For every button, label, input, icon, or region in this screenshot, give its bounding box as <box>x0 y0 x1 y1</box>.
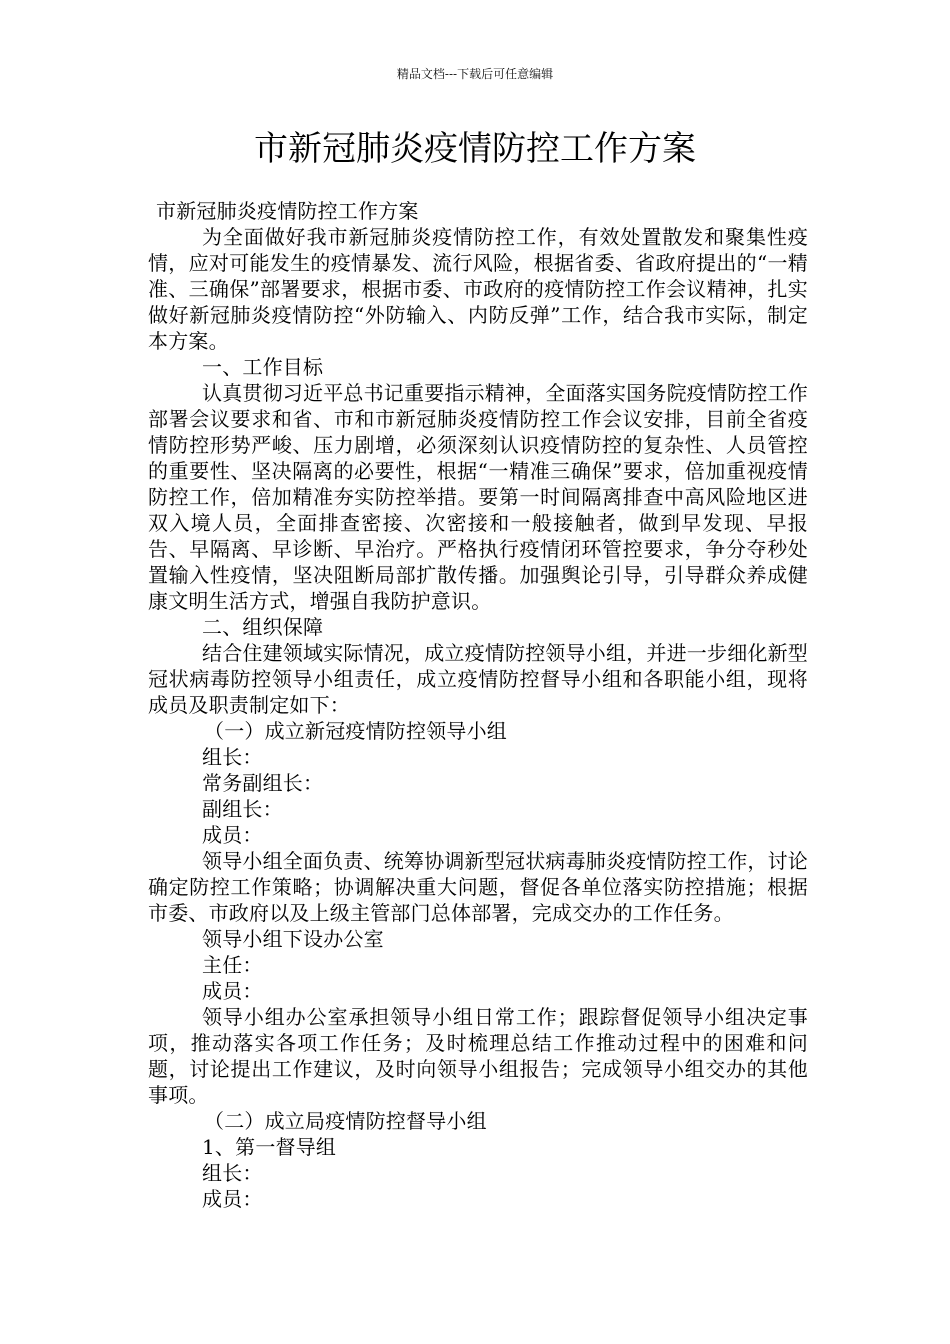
document-body <box>148 198 808 1212</box>
document-title: 市新冠肺炎疫情防控工作方案 <box>254 129 696 169</box>
group-heading-first: 1、第一督导组 <box>202 1135 337 1159</box>
field-group-members: 成员： <box>202 1187 263 1211</box>
intro-paragraph: 为全面做好我市新冠肺炎疫情防控工作，有效处置散发和聚集性疫情，应对可能发生的疫情暴发、流行风险，根据省委、省政府提出的“一精准、三确保”部署要求，根据市委、市政府的疫情防控工作会议精神，扎实做好新冠肺炎疫情防控“外防输入、内防反弹”工作，结合我市实际，制定本方案。 <box>148 225 808 353</box>
section-paragraph-organization: 结合住建领域实际情况，成立疫情防控领导小组，并进一步细化新型冠状病毒防控领导小组责任，成立疫情防控督导小组和各职能小组，现将成员及职责制定如下： <box>148 641 808 717</box>
office-heading: 领导小组下设办公室 <box>202 927 384 951</box>
field-group-leader: 组长： <box>202 1161 263 1185</box>
leadership-duty-paragraph: 领导小组全面负责、统筹协调新型冠状病毒肺炎疫情防控工作，讨论确定防控工作策略；协调解决重大问题，督促各单位落实防控措施；根据市委、市政府以及上级主管部门总体部署，完成交办的工作任务。 <box>148 849 808 925</box>
field-office-director: 主任： <box>202 953 263 977</box>
subtitle-line: 市新冠肺炎疫情防控工作方案 <box>156 199 419 223</box>
field-executive-deputy: 常务副组长： <box>202 771 324 795</box>
field-leader: 组长： <box>202 745 263 769</box>
section-paragraph-goals: 认真贯彻习近平总书记重要指示精神，全面落实国务院疫情防控工作部署会议要求和省、市和市新冠肺炎疫情防控工作会议安排，目前全省疫情防控形势严峻、压力剧增，必须深刻认识疫情防控的复杂性、人员管控的重要性、坚决隔离的必要性，根据“一精准三确保”要求，倍加重视疫情防控工作，倍加精准夯实防控举措。要第一时间隔离排查中高风险地区进双入境人员，全面排查密接、次密接和一般接触者，做到早发现、早报告、早隔离、早诊断、早治疗。严格执行疫情闭环管控要求，争分夺秒处置输入性疫情，坚决阻断局部扩散传播。加强舆论引导，引导群众养成健康文明生活方式，增强自我防护意识。 <box>148 381 808 613</box>
field-deputy: 副组长： <box>202 797 283 821</box>
field-office-members: 成员： <box>202 979 263 1003</box>
page-header-note: 精品文档---下载后可任意编辑 <box>396 67 554 81</box>
office-duty-paragraph: 领导小组办公室承担领导小组日常工作；跟踪督促领导小组决定事项，推动落实各项工作任务；及时梳理总结工作推动过程中的困难和问题，讨论提出工作建议，及时向领导小组报告；完成领导小组交办的其他事项。 <box>148 1005 808 1107</box>
subsection-heading-supervision: （二）成立局疫情防控督导小组 <box>204 1109 487 1133</box>
subsection-heading-leadership: （一）成立新冠疫情防控领导小组 <box>204 719 507 743</box>
section-heading-organization: 二、组织保障 <box>202 615 324 639</box>
field-members: 成员： <box>202 823 263 847</box>
section-heading-goals: 一、工作目标 <box>202 355 324 379</box>
